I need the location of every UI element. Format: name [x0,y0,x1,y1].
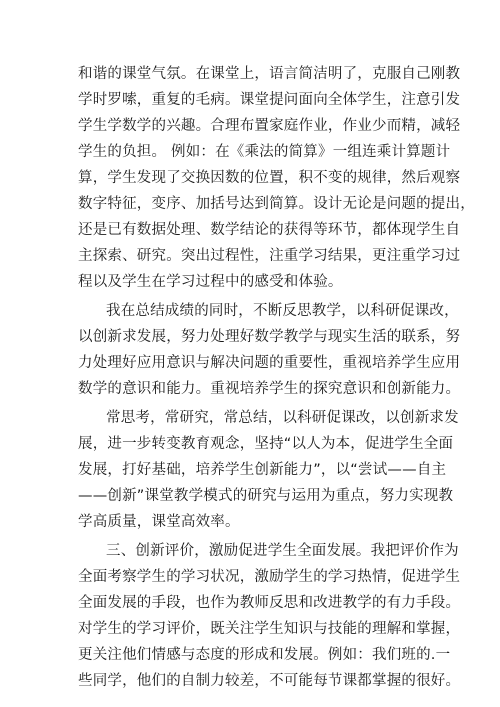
text-line: 学时罗嗦，重复的毛病。课堂提问面向全体学生，注意引发 [78,92,461,108]
text-line: 展，进一步转变教育观念，坚持“以人为本，促进学生全面 [78,436,454,452]
text-line: 还是已有数据处理、数学结论的获得等环节，都体现学生自 [78,222,461,238]
text-line: 程以及学生在学习过程中的感受和体验。 [78,274,343,290]
text-line: 数学的意识和能力。重视培养学生的探究意识和创新能力。 [78,381,461,397]
text-line: 算，学生发现了交换因数的位置，积不变的规律，然后观察 [78,170,461,186]
text-line: 力处理好应用意识与解决问题的重要性，重视培养学生应用 [78,355,461,371]
text-line: 数字特征，变序、加括号达到简算。设计无论是问题的提出， [78,196,475,212]
paragraph-first-line: 常思考，常研究，常总结，以科研促课改，以创新求发 [106,410,459,426]
text-line: 和谐的课堂气氛。在课堂上，语言简洁明了，克服自己刚教 [78,66,461,82]
paragraph-first-line: 三、创新评价，激励促进学生全面发展。我把评价作为 [106,543,459,559]
paragraph-first-line: 我在总结成绩的同时，不断反思教学，以科研促课改， [106,303,459,319]
text-line: 主探索、研究。突出过程性，注重学习结果，更注重学习过 [78,248,461,264]
text-line: 全面发展的手段，也作为教师反思和改进教学的有力手段。 [78,595,461,611]
text-line: 发展，打好基础，培养学生创新能力”，以“尝试——自主 [78,462,447,478]
text-line: 全面考察学生的学习状况，激励学生的学习热情，促进学生 [78,569,461,585]
text-line: 学生的负担。 例如：在《乘法的简算》一组连乘计算题计 [78,144,451,160]
text-line: ——创新”课堂教学模式的研究与运用为重点，努力实现教 [78,488,454,504]
text-line: 以创新求发展，努力处理好数学教学与现实生活的联系，努 [78,329,461,345]
text-line: 学高质量，课堂高效率。 [78,514,240,530]
text-line: 些同学，他们的自制力较差，不可能每节课都掌握的很好。 [78,673,461,689]
text-line: 学生学数学的兴趣。合理布置家庭作业，作业少而精，减轻 [78,118,461,134]
text-line: 对学生的学习评价，既关注学生知识与技能的理解和掌握， [78,621,461,637]
text-line: 更关注他们情感与态度的形成和发展。例如：我们班的.一 [78,647,451,663]
